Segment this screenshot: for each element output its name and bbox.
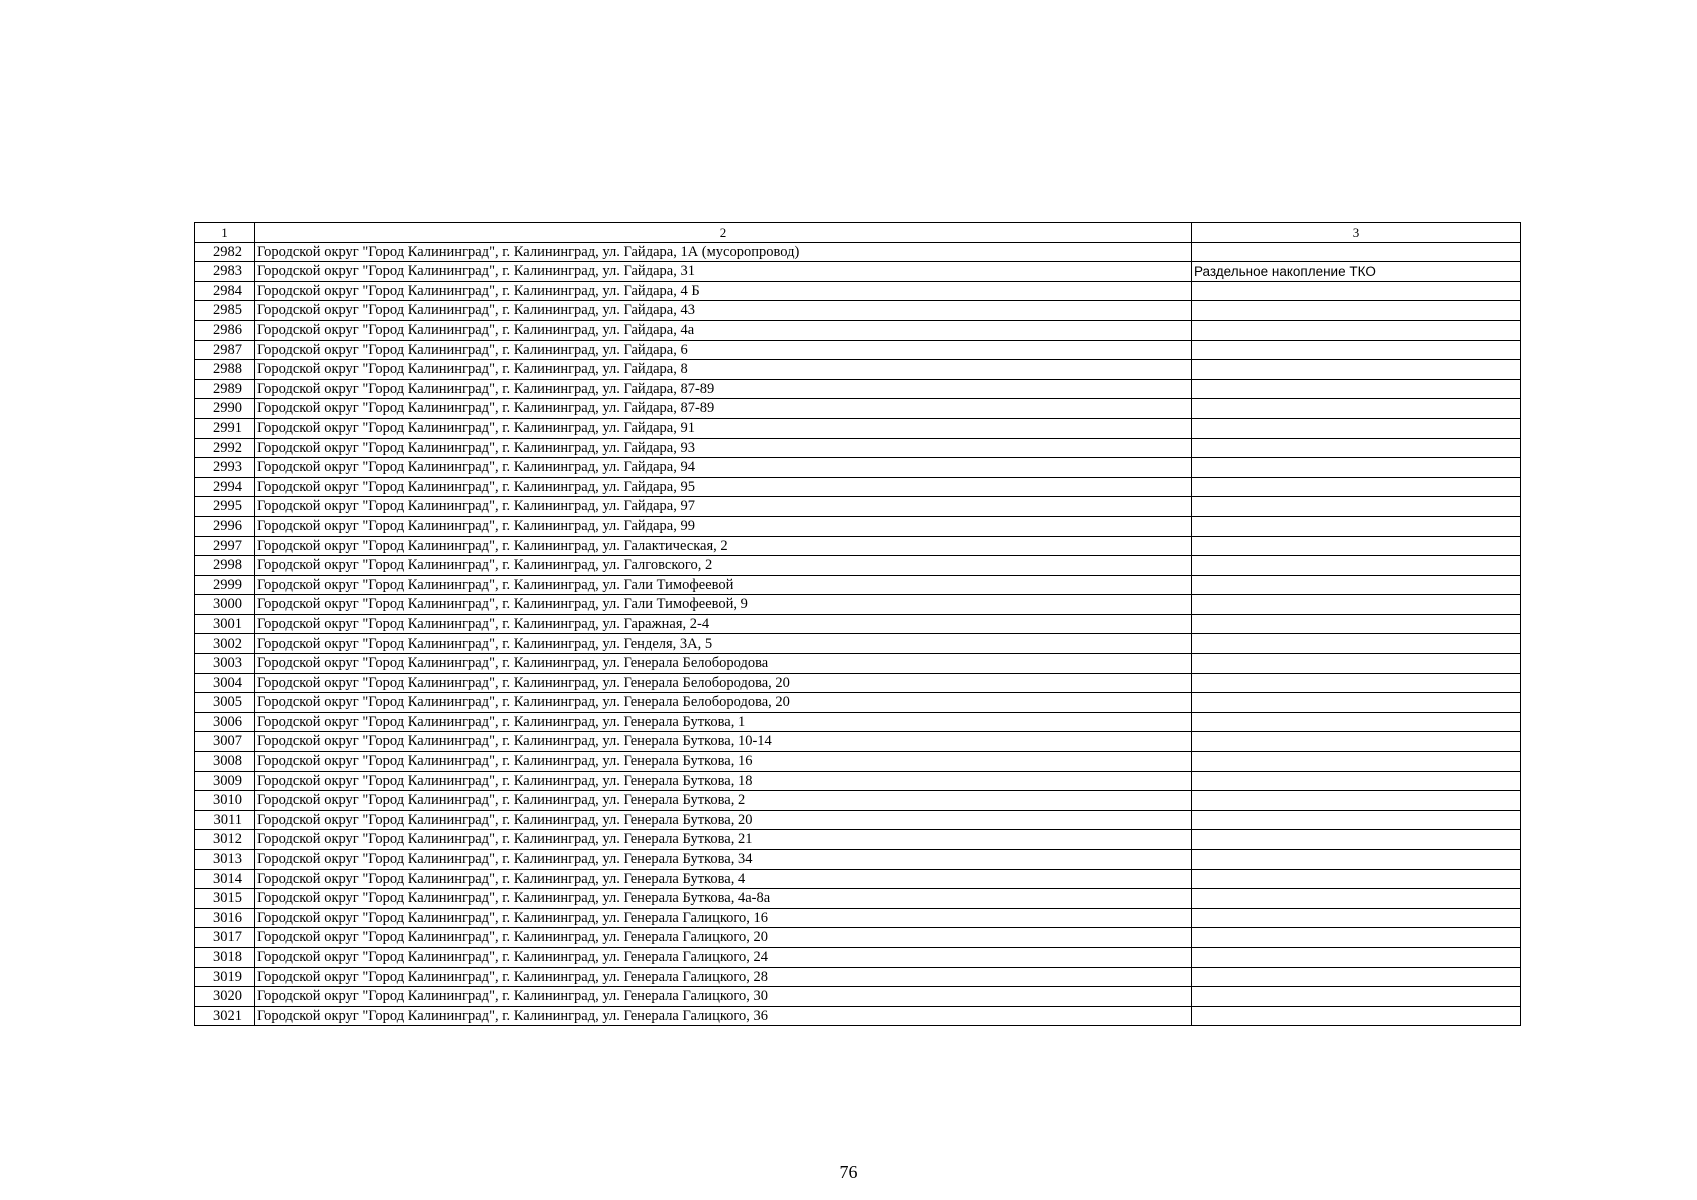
- row-address: Городской округ "Город Калининград", г. Калининград, ул. Гайдара, 97: [255, 497, 1192, 517]
- row-note: [1192, 830, 1521, 850]
- table-row: [195, 712, 1521, 732]
- table-row: [195, 869, 1521, 889]
- row-note: [1192, 752, 1521, 772]
- row-note: [1192, 418, 1521, 438]
- row-note: [1192, 320, 1521, 340]
- row-address: Городской округ "Город Калининград", г. Калининград, ул. Гайдара, 87-89: [255, 399, 1192, 419]
- row-number: 3002: [195, 634, 255, 654]
- row-note: [1192, 497, 1521, 517]
- row-number: 3011: [195, 810, 255, 830]
- row-address: Городской округ "Город Калининград", г. Калининград, ул. Генделя, 3А, 5: [255, 634, 1192, 654]
- table-row: [195, 1006, 1521, 1026]
- row-note: [1192, 967, 1521, 987]
- row-address: Городской округ "Город Калининград", г. Калининград, ул. Генерала Белобородова, 20: [255, 693, 1192, 713]
- row-note: [1192, 693, 1521, 713]
- table-row: [195, 634, 1521, 654]
- row-note: [1192, 438, 1521, 458]
- row-number: 2982: [195, 242, 255, 262]
- row-number: 3007: [195, 732, 255, 752]
- row-address: Городской округ "Город Калининград", г. Калининград, ул. Гайдара, 31: [255, 262, 1192, 282]
- table-row: [195, 575, 1521, 595]
- table-row: [195, 967, 1521, 987]
- column-header-2: 2: [255, 223, 1192, 243]
- row-number: 3014: [195, 869, 255, 889]
- row-address: Городской округ "Город Калининград", г. Калининград, ул. Гайдара, 94: [255, 458, 1192, 478]
- row-address: Городской округ "Город Калининград", г. Калининград, ул. Генерала Буткова, 2: [255, 791, 1192, 811]
- table-row: [195, 536, 1521, 556]
- row-address: Городской округ "Город Калининград", г. Калининград, ул. Генерала Буткова, 1: [255, 712, 1192, 732]
- row-note: [1192, 458, 1521, 478]
- row-number: 3010: [195, 791, 255, 811]
- row-address: Городской округ "Город Калининград", г. Калининград, ул. Генерала Буткова, 20: [255, 810, 1192, 830]
- row-note: [1192, 242, 1521, 262]
- row-note: [1192, 712, 1521, 732]
- row-note: [1192, 850, 1521, 870]
- table-row: [195, 673, 1521, 693]
- row-note: [1192, 281, 1521, 301]
- table-row: [195, 791, 1521, 811]
- table-row: [195, 418, 1521, 438]
- row-number: 2999: [195, 575, 255, 595]
- table-row: [195, 497, 1521, 517]
- table-row: [195, 242, 1521, 262]
- row-note: [1192, 908, 1521, 928]
- row-address: Городской округ "Город Калининград", г. Калининград, ул. Гайдара, 4а: [255, 320, 1192, 340]
- table-row: [195, 752, 1521, 772]
- row-note: [1192, 732, 1521, 752]
- row-note: [1192, 791, 1521, 811]
- row-number: 3000: [195, 595, 255, 615]
- table-row: [195, 947, 1521, 967]
- row-note: [1192, 399, 1521, 419]
- table-row: [195, 850, 1521, 870]
- row-number: 2992: [195, 438, 255, 458]
- row-address: Городской округ "Город Калининград", г. Калининград, ул. Гайдара, 91: [255, 418, 1192, 438]
- row-number: 2989: [195, 379, 255, 399]
- row-address: Городской округ "Город Калининград", г. Калининград, ул. Гаражная, 2-4: [255, 614, 1192, 634]
- row-number: 2987: [195, 340, 255, 360]
- row-number: 2983: [195, 262, 255, 282]
- table-row: [195, 928, 1521, 948]
- row-note: [1192, 379, 1521, 399]
- row-address: Городской округ "Город Калининград", г. Калининград, ул. Генерала Галицкого, 30: [255, 987, 1192, 1007]
- table-row: [195, 556, 1521, 576]
- table-row: [195, 516, 1521, 536]
- row-number: 2985: [195, 301, 255, 321]
- row-number: 3001: [195, 614, 255, 634]
- row-number: 2984: [195, 281, 255, 301]
- table-row: [195, 301, 1521, 321]
- row-number: 3012: [195, 830, 255, 850]
- row-note: [1192, 360, 1521, 380]
- row-address: Городской округ "Город Калининград", г. Калининград, ул. Галактическая, 2: [255, 536, 1192, 556]
- row-note: [1192, 634, 1521, 654]
- row-address: Городской округ "Город Калининград", г. Калининград, ул. Генерала Буткова, 34: [255, 850, 1192, 870]
- address-table: [194, 222, 1521, 1026]
- table-body: [195, 223, 1521, 1026]
- page-number: 76: [839, 1162, 858, 1182]
- row-number: 3003: [195, 654, 255, 674]
- row-number: 2991: [195, 418, 255, 438]
- row-number: 2995: [195, 497, 255, 517]
- table-row: [195, 281, 1521, 301]
- row-note: [1192, 340, 1521, 360]
- table-row: [195, 908, 1521, 928]
- table-row: [195, 987, 1521, 1007]
- row-number: 3021: [195, 1006, 255, 1026]
- row-note: [1192, 556, 1521, 576]
- row-address: Городской округ "Город Калининград", г. Калининград, ул. Генерала Буткова, 21: [255, 830, 1192, 850]
- row-address: Городской округ "Город Калининград", г. Калининград, ул. Генерала Галицкого, 16: [255, 908, 1192, 928]
- row-address: Городской округ "Город Калининград", г. Калининград, ул. Генерала Буткова, 10-14: [255, 732, 1192, 752]
- row-note: [1192, 516, 1521, 536]
- row-address: Городской округ "Город Калининград", г. Калининград, ул. Гайдара, 1А (мусоропровод): [255, 242, 1192, 262]
- row-number: 3017: [195, 928, 255, 948]
- row-address: Городской округ "Город Калининград", г. Калининград, ул. Генерала Буткова, 4а-8а: [255, 889, 1192, 909]
- table-header-row: [195, 223, 1521, 243]
- row-address: Городской округ "Город Калининград", г. Калининград, ул. Генерала Буткова, 16: [255, 752, 1192, 772]
- row-address: Городской округ "Город Калининград", г. Калининград, ул. Гайдара, 4 Б: [255, 281, 1192, 301]
- row-number: 3009: [195, 771, 255, 791]
- table-row: [195, 320, 1521, 340]
- row-note: [1192, 810, 1521, 830]
- table-row: [195, 693, 1521, 713]
- row-address: Городской округ "Город Калининград", г. Калининград, ул. Генерала Белобородова, 20: [255, 673, 1192, 693]
- row-address: Городской округ "Город Калининград", г. Калининград, ул. Генерала Галицкого, 20: [255, 928, 1192, 948]
- column-header-1: 1: [195, 223, 255, 243]
- row-note: [1192, 928, 1521, 948]
- table-row: [195, 889, 1521, 909]
- row-address: Городской округ "Город Калининград", г. Калининград, ул. Генерала Белобородова: [255, 654, 1192, 674]
- row-number: 3008: [195, 752, 255, 772]
- row-number: 2997: [195, 536, 255, 556]
- row-number: 3013: [195, 850, 255, 870]
- row-note: Раздельное накопление ТКО: [1192, 262, 1521, 282]
- table-row: [195, 262, 1521, 282]
- row-address: Городской округ "Город Калининград", г. Калининград, ул. Гайдара, 93: [255, 438, 1192, 458]
- row-note: [1192, 673, 1521, 693]
- table-row: [195, 614, 1521, 634]
- row-address: Городской округ "Город Калининград", г. Калининград, ул. Генерала Буткова, 18: [255, 771, 1192, 791]
- row-address: Городской округ "Город Калининград", г. Калининград, ул. Генерала Галицкого, 28: [255, 967, 1192, 987]
- row-number: 2988: [195, 360, 255, 380]
- row-number: 2998: [195, 556, 255, 576]
- row-note: [1192, 301, 1521, 321]
- table-row: [195, 477, 1521, 497]
- row-note: [1192, 987, 1521, 1007]
- row-note: [1192, 575, 1521, 595]
- row-number: 3018: [195, 947, 255, 967]
- table-row: [195, 399, 1521, 419]
- row-number: 2993: [195, 458, 255, 478]
- row-number: 2996: [195, 516, 255, 536]
- row-note: [1192, 771, 1521, 791]
- row-address: Городской округ "Город Калининград", г. Калининград, ул. Гали Тимофеевой: [255, 575, 1192, 595]
- row-note: [1192, 595, 1521, 615]
- row-number: 2986: [195, 320, 255, 340]
- table-row: [195, 771, 1521, 791]
- row-address: Городской округ "Город Калининград", г. Калининград, ул. Гайдара, 8: [255, 360, 1192, 380]
- row-note: [1192, 614, 1521, 634]
- row-number: 3005: [195, 693, 255, 713]
- row-address: Городской округ "Город Калининград", г. Калининград, ул. Генерала Буткова, 4: [255, 869, 1192, 889]
- row-number: 3016: [195, 908, 255, 928]
- column-header-3: 3: [1192, 223, 1521, 243]
- row-address: Городской округ "Город Калининград", г. Калининград, ул. Генерала Галицкого, 24: [255, 947, 1192, 967]
- table-row: [195, 360, 1521, 380]
- row-note: [1192, 1006, 1521, 1026]
- row-note: [1192, 869, 1521, 889]
- table-row: [195, 438, 1521, 458]
- row-note: [1192, 947, 1521, 967]
- table-row: [195, 379, 1521, 399]
- row-address: Городской округ "Город Калининград", г. Калининград, ул. Гайдара, 99: [255, 516, 1192, 536]
- row-address: Городской округ "Город Калининград", г. Калининград, ул. Гали Тимофеевой, 9: [255, 595, 1192, 615]
- table-row: [195, 732, 1521, 752]
- table-row: [195, 340, 1521, 360]
- row-number: 3020: [195, 987, 255, 1007]
- row-number: 3019: [195, 967, 255, 987]
- row-address: Городской округ "Город Калининград", г. Калининград, ул. Гайдара, 87-89: [255, 379, 1192, 399]
- table-row: [195, 810, 1521, 830]
- row-number: 3015: [195, 889, 255, 909]
- row-note: [1192, 889, 1521, 909]
- row-note: [1192, 654, 1521, 674]
- row-address: Городской округ "Город Калининград", г. Калининград, ул. Галговского, 2: [255, 556, 1192, 576]
- row-address: Городской округ "Город Калининград", г. Калининград, ул. Генерала Галицкого, 36: [255, 1006, 1192, 1026]
- row-address: Городской округ "Город Калининград", г. Калининград, ул. Гайдара, 43: [255, 301, 1192, 321]
- row-note: [1192, 536, 1521, 556]
- table-row: [195, 830, 1521, 850]
- row-address: Городской округ "Город Калининград", г. Калининград, ул. Гайдара, 6: [255, 340, 1192, 360]
- table-row: [195, 458, 1521, 478]
- table-row: [195, 595, 1521, 615]
- row-number: 2994: [195, 477, 255, 497]
- table-row: [195, 654, 1521, 674]
- row-note: [1192, 477, 1521, 497]
- row-number: 2990: [195, 399, 255, 419]
- row-number: 3004: [195, 673, 255, 693]
- row-number: 3006: [195, 712, 255, 732]
- row-address: Городской округ "Город Калининград", г. Калининград, ул. Гайдара, 95: [255, 477, 1192, 497]
